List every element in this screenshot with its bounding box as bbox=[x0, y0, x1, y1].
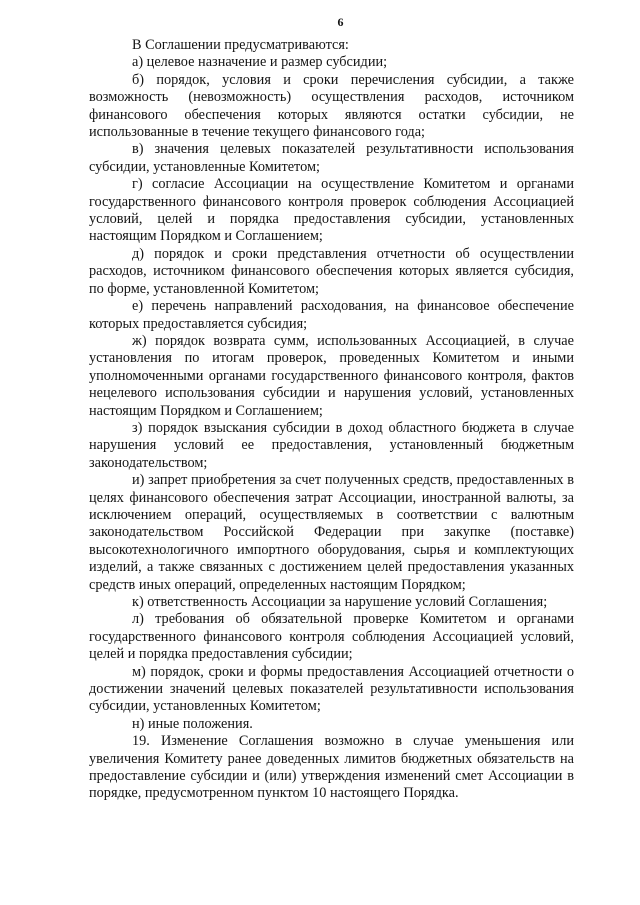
paragraph-item-e: е) перечень направлений расходования, на финансовое обеспечение которых предоставляется субсидия; bbox=[89, 298, 574, 332]
paragraph-item-a: а) целевое назначение и размер субсидии; bbox=[132, 54, 388, 71]
paragraph-item-n: н) иные положения. bbox=[132, 715, 253, 732]
paragraph-clause-19: 19. Изменение Соглашения возможно в случае уменьшения или увеличения Комитету ранее доведенных лимитов бюджетных обязательств на предоставление субсидии и (или) утверждения изменений смет Ассоциации в порядке, предусмотренном пунктом 10 настоящего Порядка. bbox=[89, 733, 574, 802]
paragraph-item-l: л) требования об обязательной проверке Комитетом и органами государственного финансового контроля соблюдения Ассоциацией условий, целей и порядка предоставления субсидии; bbox=[89, 611, 574, 663]
paragraph-item-zh: ж) порядок возврата сумм, использованных Ассоциацией, в случае установления по итогам проверок, проведенных Комитетом и иными уполномоченными органами государственного финансового контроля, фактов нецелевого использования субсидии и нарушения условий, установленных настоящим Порядком и Соглашением; bbox=[89, 332, 574, 419]
paragraph-item-z: з) порядок взыскания субсидии в доход областного бюджета в случае нарушения условий ее предоставления, установленный бюджетным законодательством; bbox=[89, 419, 574, 471]
paragraph-intro: В Соглашении предусматриваются: bbox=[132, 37, 349, 53]
paragraph-item-k: к) ответственность Ассоциации за нарушение условий Соглашения; bbox=[132, 594, 548, 610]
paragraph-item-m: м) порядок, сроки и формы предоставления Ассоциацией отчетности о достижении значений целевых показателей результативности использования субсидии, установленных Комитетом; bbox=[89, 663, 574, 715]
paragraph-item-v: в) значения целевых показателей результативности использования субсидии, установленные Комитетом; bbox=[89, 141, 574, 175]
paragraph-item-d: д) порядок и сроки представления отчетности об осуществлении расходов, источником финансового обеспечения которых является субсидия, по форме, установленной Комитетом; bbox=[89, 245, 574, 297]
paragraph-item-g: г) согласие Ассоциации на осуществление Комитетом и органами государственного финансового контроля проверок соблюдения Ассоциацией условий, целей и порядка предоставления субсидии, установленных настоящим Порядком и Соглашением; bbox=[89, 176, 574, 245]
page-number: 6 bbox=[337, 15, 344, 29]
paragraph-item-i: и) запрет приобретения за счет полученных средств, предоставленных в целях финансового обеспечения затрат Ассоциации, иностранной валюты, за исключением операций, осуществляемых в соответствии с валютным законодательством Российской Федерации при закупке (поставке) высокотехнологичного импортного оборудования, сырья и комплектующих изделий, а также связанных с достижением целей предоставления указанных средств иных операций, определенных настоящим Порядком; bbox=[89, 472, 574, 593]
document-body bbox=[89, 37, 574, 803]
paragraph-item-b: б) порядок, условия и сроки перечисления субсидии, а также возможность (невозможность) осуществления расходов, источником финансового обеспечения которых являются остатки субсидии, не использованные в течение текущего финансового года; bbox=[89, 71, 574, 141]
